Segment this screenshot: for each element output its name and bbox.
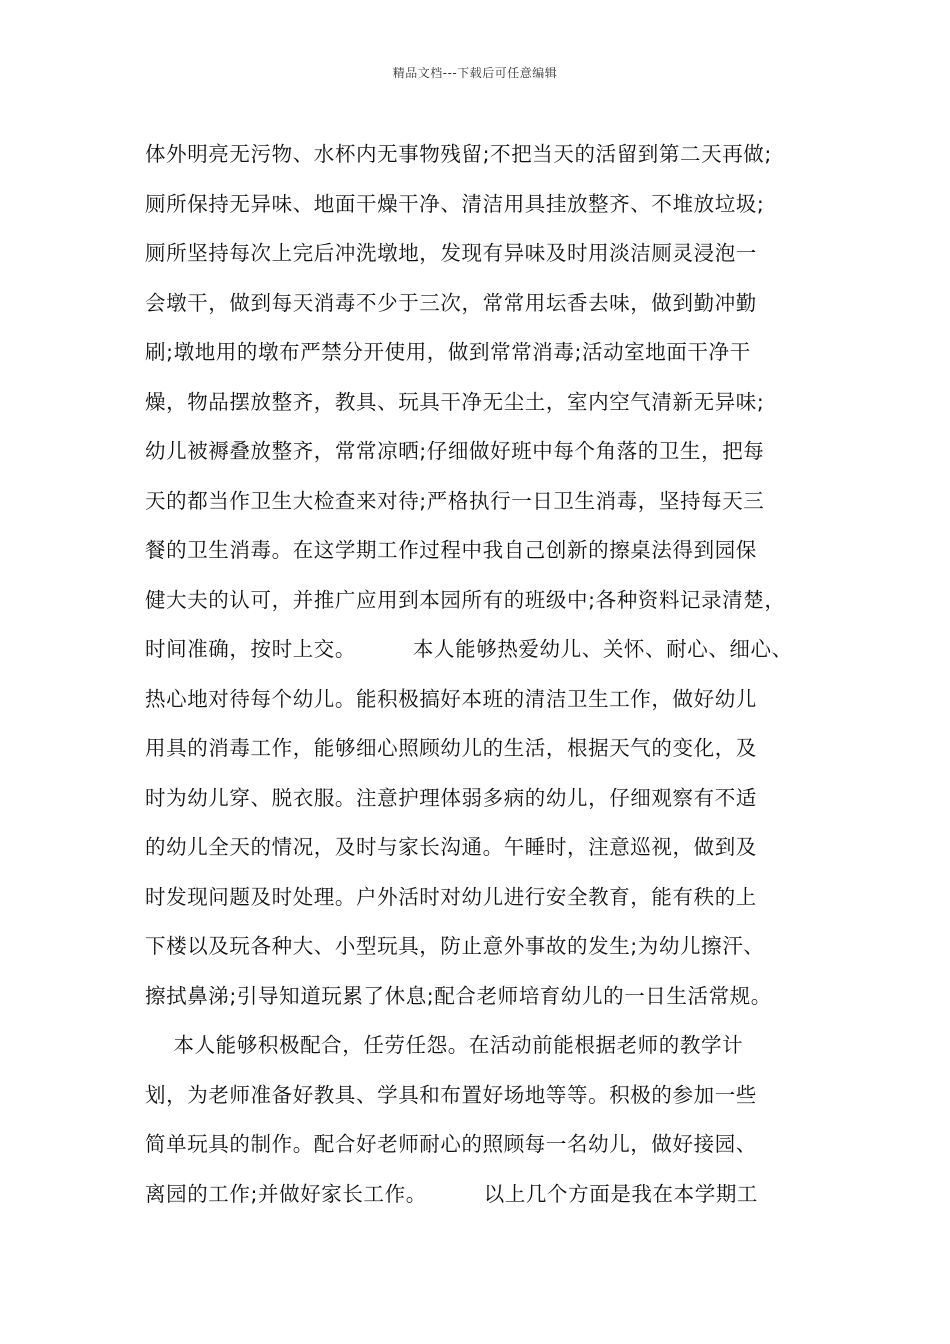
text-line: 餐的卫生消毒。在这学期工作过程中我自己创新的擦桌法得到园保: [145, 538, 757, 562]
text-line: 本人能够积极配合，任劳任怨。在活动前能根据老师的教学计: [145, 1033, 744, 1057]
text-line: 天的都当作卫生大检查来对待;严格执行一日卫生消毒，坚持每天三: [145, 488, 765, 513]
text-line: 幼儿被褥叠放整齐，常常凉晒;仔细做好班中每个角落的卫生，把每: [145, 439, 765, 463]
text-line: 用具的消毒工作，能够细心照顾幼儿的生活，根据天气的变化，及: [145, 736, 757, 760]
text-line: 刷;墩地用的墩布严禁分开使用，做到常常消毒;活动室地面干净干: [145, 340, 751, 364]
text-line: 热心地对待每个幼儿。能积极搞好本班的清洁卫生工作，做好幼儿: [145, 686, 757, 711]
text-line: 擦拭鼻涕;引导知道玩累了休息;配合老师培育幼儿的一日生活常规。: [145, 983, 772, 1008]
text-line: 简单玩具的制作。配合好老师耐心的照顾每一名幼儿，做好接园、: [145, 1132, 757, 1156]
text-line: 时为幼儿穿、脱衣服。注意护理体弱多病的幼儿，仔细观察有不适: [145, 785, 757, 810]
text-line: 体外明亮无污物、水杯内无事物残留;不把当天的活留到第二天再做;: [145, 142, 772, 166]
text-line: 时发现问题及时处理。户外活时对幼儿进行安全教育，能有秩的上: [145, 884, 757, 909]
text-line: 健大夫的认可，并推广应用到本园所有的班级中;各种资料记录清楚，: [145, 587, 786, 612]
text-line: 划，为老师准备好教具、学具和布置好场地等等。积极的参加一些: [145, 1082, 757, 1107]
text-line: 厕所保持无异味、地面干燥干净、清洁用具挂放整齐、不堆放垃圾;: [145, 191, 765, 216]
text-line: 燥，物品摆放整齐，教具、玩具干净无尘土，室内空气清新无异味;: [145, 389, 765, 414]
text-line: 下楼以及玩各种大、小型玩具，防止意外事故的发生;为幼儿擦汗、: [145, 934, 765, 958]
text-line: 时间准确，按时上交。 本人能够热爱幼儿、关怀、耐心、细心、: [145, 637, 793, 661]
text-line: 离园的工作;并做好家长工作。 以上几个方面是我在本学期工: [145, 1181, 759, 1206]
text-line: 的幼儿全天的情况，及时与家长沟通。午睡时，注意巡视，做到及: [145, 835, 757, 859]
text-line: 会墩干，做到每天消毒不少于三次，常常用坛香去味，做到勤冲勤: [145, 290, 757, 315]
text-line: 厕所坚持每次上完后冲洗墩地，发现有异味及时用淡洁厕灵浸泡一: [145, 241, 757, 265]
body-text: [145, 130, 835, 1219]
page-header: 精品文档---下载后可任意编辑: [392, 66, 558, 80]
